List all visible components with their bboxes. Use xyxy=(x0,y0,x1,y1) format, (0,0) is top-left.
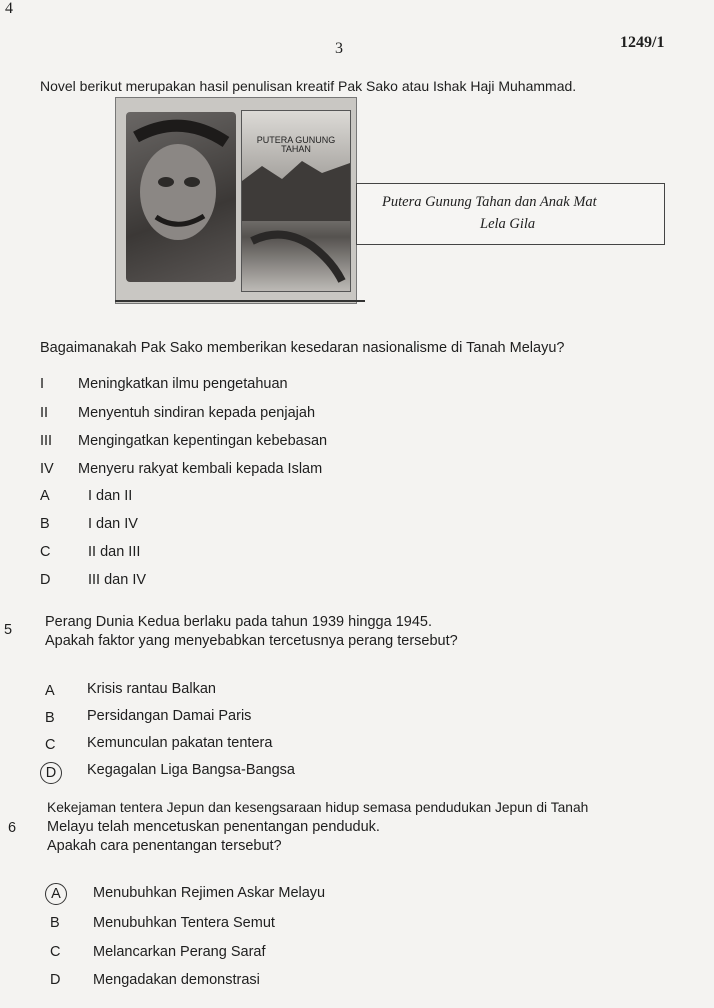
q4-statement-text-4: Menyeru rakyat kembali kepada Islam xyxy=(78,461,323,477)
q6-number: 6 xyxy=(8,820,17,836)
book-cover-image xyxy=(115,97,357,304)
caption-line-1: Putera Gunung Tahan dan Anak Mat xyxy=(382,194,597,210)
q5-option-letter-c: C xyxy=(45,737,56,753)
q4-statement-text-2: Menyentuh sindiran kepada penjajah xyxy=(78,405,316,421)
q5-option-letter-b: B xyxy=(45,710,55,726)
q4-question xyxy=(40,340,564,356)
q5-line-1: Perang Dunia Kedua berlaku pada tahun 1939 hingga 1945. xyxy=(45,614,432,630)
q5-option-text-d[interactable]: Kegagalan Liga Bangsa-Bangsa xyxy=(87,762,295,778)
q4-statement-numeral-3: III xyxy=(40,433,53,449)
q4-statement-numeral-1: I xyxy=(40,376,45,392)
q6-line-2: Melayu telah mencetuskan penentangan penduduk. xyxy=(47,819,380,835)
q5-answer-circle: D xyxy=(40,762,62,784)
q4-option-letter-b: B xyxy=(40,516,50,532)
q4-option-text-a[interactable]: I dan II xyxy=(88,488,133,504)
q4-intro: Novel berikut merupakan hasil penulisan kreatif Pak Sako atau Ishak Haji Muhammad. xyxy=(40,78,577,94)
q4-option-text-b[interactable]: I dan IV xyxy=(88,516,138,532)
q4-option-text-d[interactable]: III dan IV xyxy=(88,572,147,588)
book-cover-title: PUTERA GUNUNG TAHAN xyxy=(256,135,336,154)
q6-option-text-a[interactable]: Menubuhkan Rejimen Askar Melayu xyxy=(93,885,326,901)
q6-line-1: Kekejaman tentera Jepun dan kesengsaraan hidup semasa pendudukan Jepun di Tanah xyxy=(47,800,589,815)
q4-statement-text-1: Meningkatkan ilmu pengetahuan xyxy=(78,376,288,392)
q6-option-letter-c: C xyxy=(50,944,61,960)
q4-question-text: Bagaimanakah Pak Sako memberikan kesedaran nasionalisme di Tanah Melayu? xyxy=(40,340,565,356)
q6-option-text-d[interactable]: Mengadakan demonstrasi xyxy=(93,972,260,988)
q5-option-text-c[interactable]: Kemunculan pakatan tentera xyxy=(87,735,273,751)
q6-option-text-c[interactable]: Melancarkan Perang Saraf xyxy=(93,944,266,960)
q4-statement-numeral-4: IV xyxy=(40,461,54,477)
q5-option-text-b[interactable]: Persidangan Damai Paris xyxy=(87,708,252,724)
page-number: 3 xyxy=(335,40,343,57)
corner-number: 4 xyxy=(5,0,13,17)
q6-option-letter-b: B xyxy=(50,915,60,931)
q4-option-letter-a: A xyxy=(40,488,50,504)
paper-code: 1249/1 xyxy=(620,34,665,51)
q5-option-letter-a: A xyxy=(45,683,55,699)
q6-answer-circle: A xyxy=(45,883,67,905)
q5-option-letter-d xyxy=(45,762,62,784)
q4-option-letter-d: D xyxy=(40,572,51,588)
q5-line-2: Apakah faktor yang menyebabkan tercetusnya perang tersebut? xyxy=(45,633,458,649)
caption-line-2: Lela Gila xyxy=(480,216,536,232)
q4-statement-numeral-2: II xyxy=(40,405,49,421)
q5-number: 5 xyxy=(4,622,13,638)
q5-option-text-a[interactable]: Krisis rantau Balkan xyxy=(87,681,216,697)
book-caption-box xyxy=(356,183,665,245)
q4-statement-text-3: Mengingatkan kepentingan kebebasan xyxy=(78,433,328,449)
book-shelf-line xyxy=(115,300,365,302)
book-face-illustration xyxy=(126,112,236,282)
q6-option-text-b[interactable]: Menubuhkan Tentera Semut xyxy=(93,915,275,931)
q4-option-text-c[interactable]: II dan III xyxy=(88,544,141,560)
q6-line-3: Apakah cara penentangan tersebut? xyxy=(47,838,282,854)
q6-option-letter-a xyxy=(50,883,67,905)
q6-option-letter-d: D xyxy=(50,972,61,988)
q4-option-letter-c: C xyxy=(40,544,51,560)
